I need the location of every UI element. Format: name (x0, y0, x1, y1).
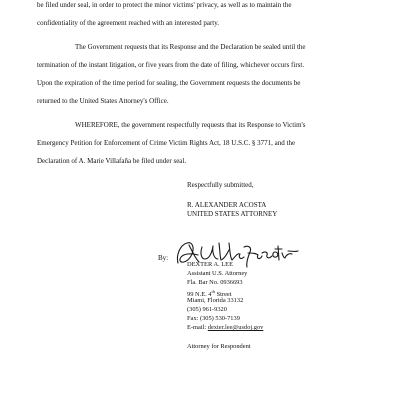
attorney-role: Attorney for Respondent (187, 343, 251, 350)
signer-bar-number: Fla. Bar No. 0936693 (187, 279, 243, 286)
us-attorney-name: R. ALEXANDER ACOSTA (187, 201, 267, 209)
body-line: WHEREFORE, the government respectfully requests that its Response to Victim's (75, 121, 306, 129)
signer-email: E-mail: dexter.lee@usdoj.gov (187, 324, 264, 331)
respectfully-submitted: Respectfully submitted, (187, 181, 254, 189)
body-line: Declaration of A. Marie Villafaña be filed under seal. (37, 157, 187, 165)
body-line: confidentiality of the agreement reached with an interested party. (37, 19, 220, 27)
body-line: The Government requests that its Response and the Declaration be sealed until the (75, 43, 306, 51)
body-line: termination of the instant litigation, or five years from the date of filing, whichever occurs first. (37, 61, 305, 69)
signer-fax: Fax: (305) 530-7139 (187, 315, 240, 322)
signer-phone: (305) 961-9320 (187, 306, 227, 313)
email-link[interactable]: dexter.lee@usdoj.gov (207, 324, 264, 331)
body-line: Emergency Petition for Enforcement of Crime Victim Rights Act, 18 U.S.C. § 3771, and the (37, 139, 296, 147)
body-line: be filed under seal, in order to protect the minor victims' privacy, as well as to maintain the (37, 1, 292, 9)
signer-city: Miami, Florida 33132 (187, 297, 244, 304)
signer-title: Assistant U.S. Attorney (187, 270, 248, 277)
us-attorney-title: UNITED STATES ATTORNEY (187, 210, 278, 218)
body-line: Upon the expiration of the time period for sealing, the Government requests the documents be (37, 79, 301, 87)
signer-name: DEXTER A. LEE (187, 261, 233, 268)
body-line: returned to the United States Attorney's Office. (37, 97, 169, 105)
by-label: By: (158, 254, 169, 262)
signer-street: 99 N.E. 4th Street (187, 289, 232, 299)
